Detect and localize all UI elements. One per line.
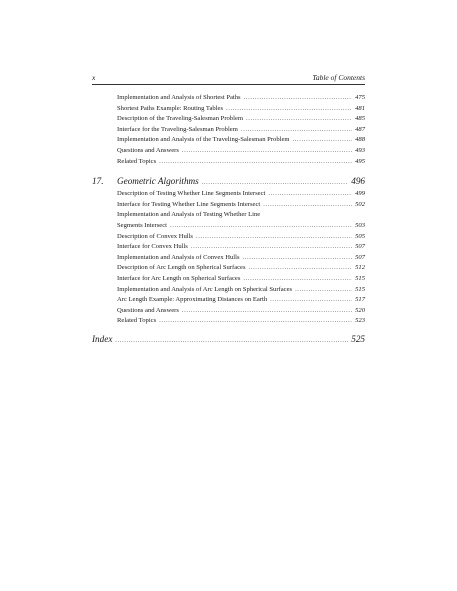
toc-entry-title: Segments Intersect xyxy=(117,221,167,229)
toc-entry-title: Questions and Answers xyxy=(117,306,179,314)
toc-entry-title: Arc Length Example: Approximating Distances on Earth xyxy=(117,296,268,304)
toc-entry-title: Interface for Arc Length on Spherical Surfaces xyxy=(117,274,241,282)
toc-entry[interactable] xyxy=(92,200,365,211)
leader-dots xyxy=(244,93,352,104)
toc-entry[interactable] xyxy=(92,274,365,285)
leader-dots xyxy=(243,274,352,285)
leader-dots xyxy=(263,200,352,211)
toc-entry-page: 507 xyxy=(355,243,365,251)
toc-entry[interactable] xyxy=(92,232,365,243)
toc-entry-page: 488 xyxy=(355,136,365,144)
toc-entry[interactable] xyxy=(92,93,365,104)
page-numeral: x xyxy=(92,73,96,82)
toc-entry-page: 507 xyxy=(355,253,365,261)
table-of-contents xyxy=(92,93,365,347)
toc-entry-page: 485 xyxy=(355,115,365,123)
index-page: 525 xyxy=(351,333,365,344)
toc-entry[interactable] xyxy=(92,263,365,274)
toc-entry-title: Implementation and Analysis of Testing Whether Line xyxy=(117,211,261,219)
toc-entry-page: 523 xyxy=(355,317,365,325)
leader-dots xyxy=(226,104,352,115)
toc-entry-page: 502 xyxy=(355,200,365,208)
leader-dots xyxy=(182,306,352,317)
leader-dots xyxy=(246,114,352,125)
leader-dots xyxy=(159,157,352,168)
leader-dots xyxy=(293,135,353,146)
toc-entry-title: Implementation and Analysis of Shortest Paths xyxy=(117,94,241,101)
chapter-title: Geometric Algorithms xyxy=(117,176,199,187)
toc-entry-title: Implementation and Analysis of Convex Hulls xyxy=(117,253,240,261)
toc-entry-page: 505 xyxy=(355,232,365,240)
toc-entry[interactable] xyxy=(92,295,365,306)
chapter-16-tail-entries xyxy=(92,93,365,167)
toc-entry-page: 520 xyxy=(355,306,365,314)
toc-entry-title: Interface for the Traveling-Salesman Problem xyxy=(117,125,238,133)
leader-dots xyxy=(191,242,352,253)
toc-entry-page: 515 xyxy=(355,274,365,282)
chapter-17-entries xyxy=(92,189,365,327)
leader-dots xyxy=(196,232,352,243)
toc-entry-page: 493 xyxy=(355,146,365,154)
toc-entry[interactable] xyxy=(92,135,365,146)
index-heading[interactable] xyxy=(92,333,365,346)
toc-entry-page: 499 xyxy=(355,190,365,198)
toc-entry[interactable] xyxy=(92,316,365,327)
toc-entry-title: Related Topics xyxy=(117,157,157,165)
leader-dots xyxy=(159,316,352,327)
leader-dots xyxy=(182,146,352,157)
toc-entry[interactable] xyxy=(92,157,365,168)
toc-entry-title: Interface for Convex Hulls xyxy=(117,243,188,251)
leader-dots xyxy=(243,253,353,264)
toc-entry[interactable] xyxy=(92,146,365,157)
chapter-number: 17. xyxy=(92,176,104,187)
toc-entry-page: 503 xyxy=(355,221,365,229)
toc-entry-page: 495 xyxy=(355,157,365,165)
leader-dots xyxy=(170,221,352,232)
leader-dots xyxy=(249,263,353,274)
toc-entry[interactable] xyxy=(92,242,365,253)
toc-entry[interactable] xyxy=(92,285,365,296)
toc-entry[interactable] xyxy=(92,253,365,264)
chapter-17-heading[interactable] xyxy=(92,175,365,188)
toc-entry[interactable] xyxy=(92,306,365,317)
leader-dots xyxy=(202,176,348,189)
toc-entry-title: Questions and Answers xyxy=(117,146,179,154)
running-title: Table of Contents xyxy=(312,73,365,82)
toc-entry-title: Description of Arc Length on Spherical Surfaces xyxy=(117,264,246,272)
toc-entry-page: 475 xyxy=(355,94,365,101)
leader-dots xyxy=(268,189,352,200)
toc-entry-page: 481 xyxy=(355,104,365,112)
toc-entry-wrapped-line2[interactable] xyxy=(92,221,365,232)
index-title: Index xyxy=(92,333,113,344)
toc-entry-title: Description of Testing Whether Line Segments Intersect xyxy=(117,190,266,198)
leader-dots xyxy=(115,334,348,347)
chapter-page: 496 xyxy=(351,176,365,187)
toc-entry[interactable] xyxy=(92,104,365,115)
toc-entry-page: 487 xyxy=(355,125,365,133)
toc-entry-title: Implementation and Analysis of Arc Length on Spherical Surfaces xyxy=(117,285,293,293)
header-rule xyxy=(92,84,365,85)
toc-entry-page: 517 xyxy=(355,296,365,304)
toc-entry-title: Description of Convex Hulls xyxy=(117,232,194,240)
leader-dots xyxy=(241,125,352,136)
toc-entry-page: 515 xyxy=(355,285,365,293)
toc-entry[interactable] xyxy=(92,189,365,200)
toc-entry[interactable] xyxy=(92,125,365,136)
leader-dots xyxy=(270,295,352,306)
toc-entry-title: Implementation and Analysis of the Traveling-Salesman Problem xyxy=(117,136,290,144)
toc-entry-title: Related Topics xyxy=(117,317,157,325)
toc-entry-title: Shortest Paths Example: Routing Tables xyxy=(117,104,224,112)
toc-entry-wrapped-line1[interactable] xyxy=(92,210,365,221)
leader-dots xyxy=(295,285,352,296)
toc-entry[interactable] xyxy=(92,114,365,125)
toc-entry-title: Interface for Testing Whether Line Segments Intersect xyxy=(117,200,261,208)
toc-entry-page: 512 xyxy=(355,264,365,272)
toc-entry-title: Description of the Traveling-Salesman Problem xyxy=(117,115,243,123)
